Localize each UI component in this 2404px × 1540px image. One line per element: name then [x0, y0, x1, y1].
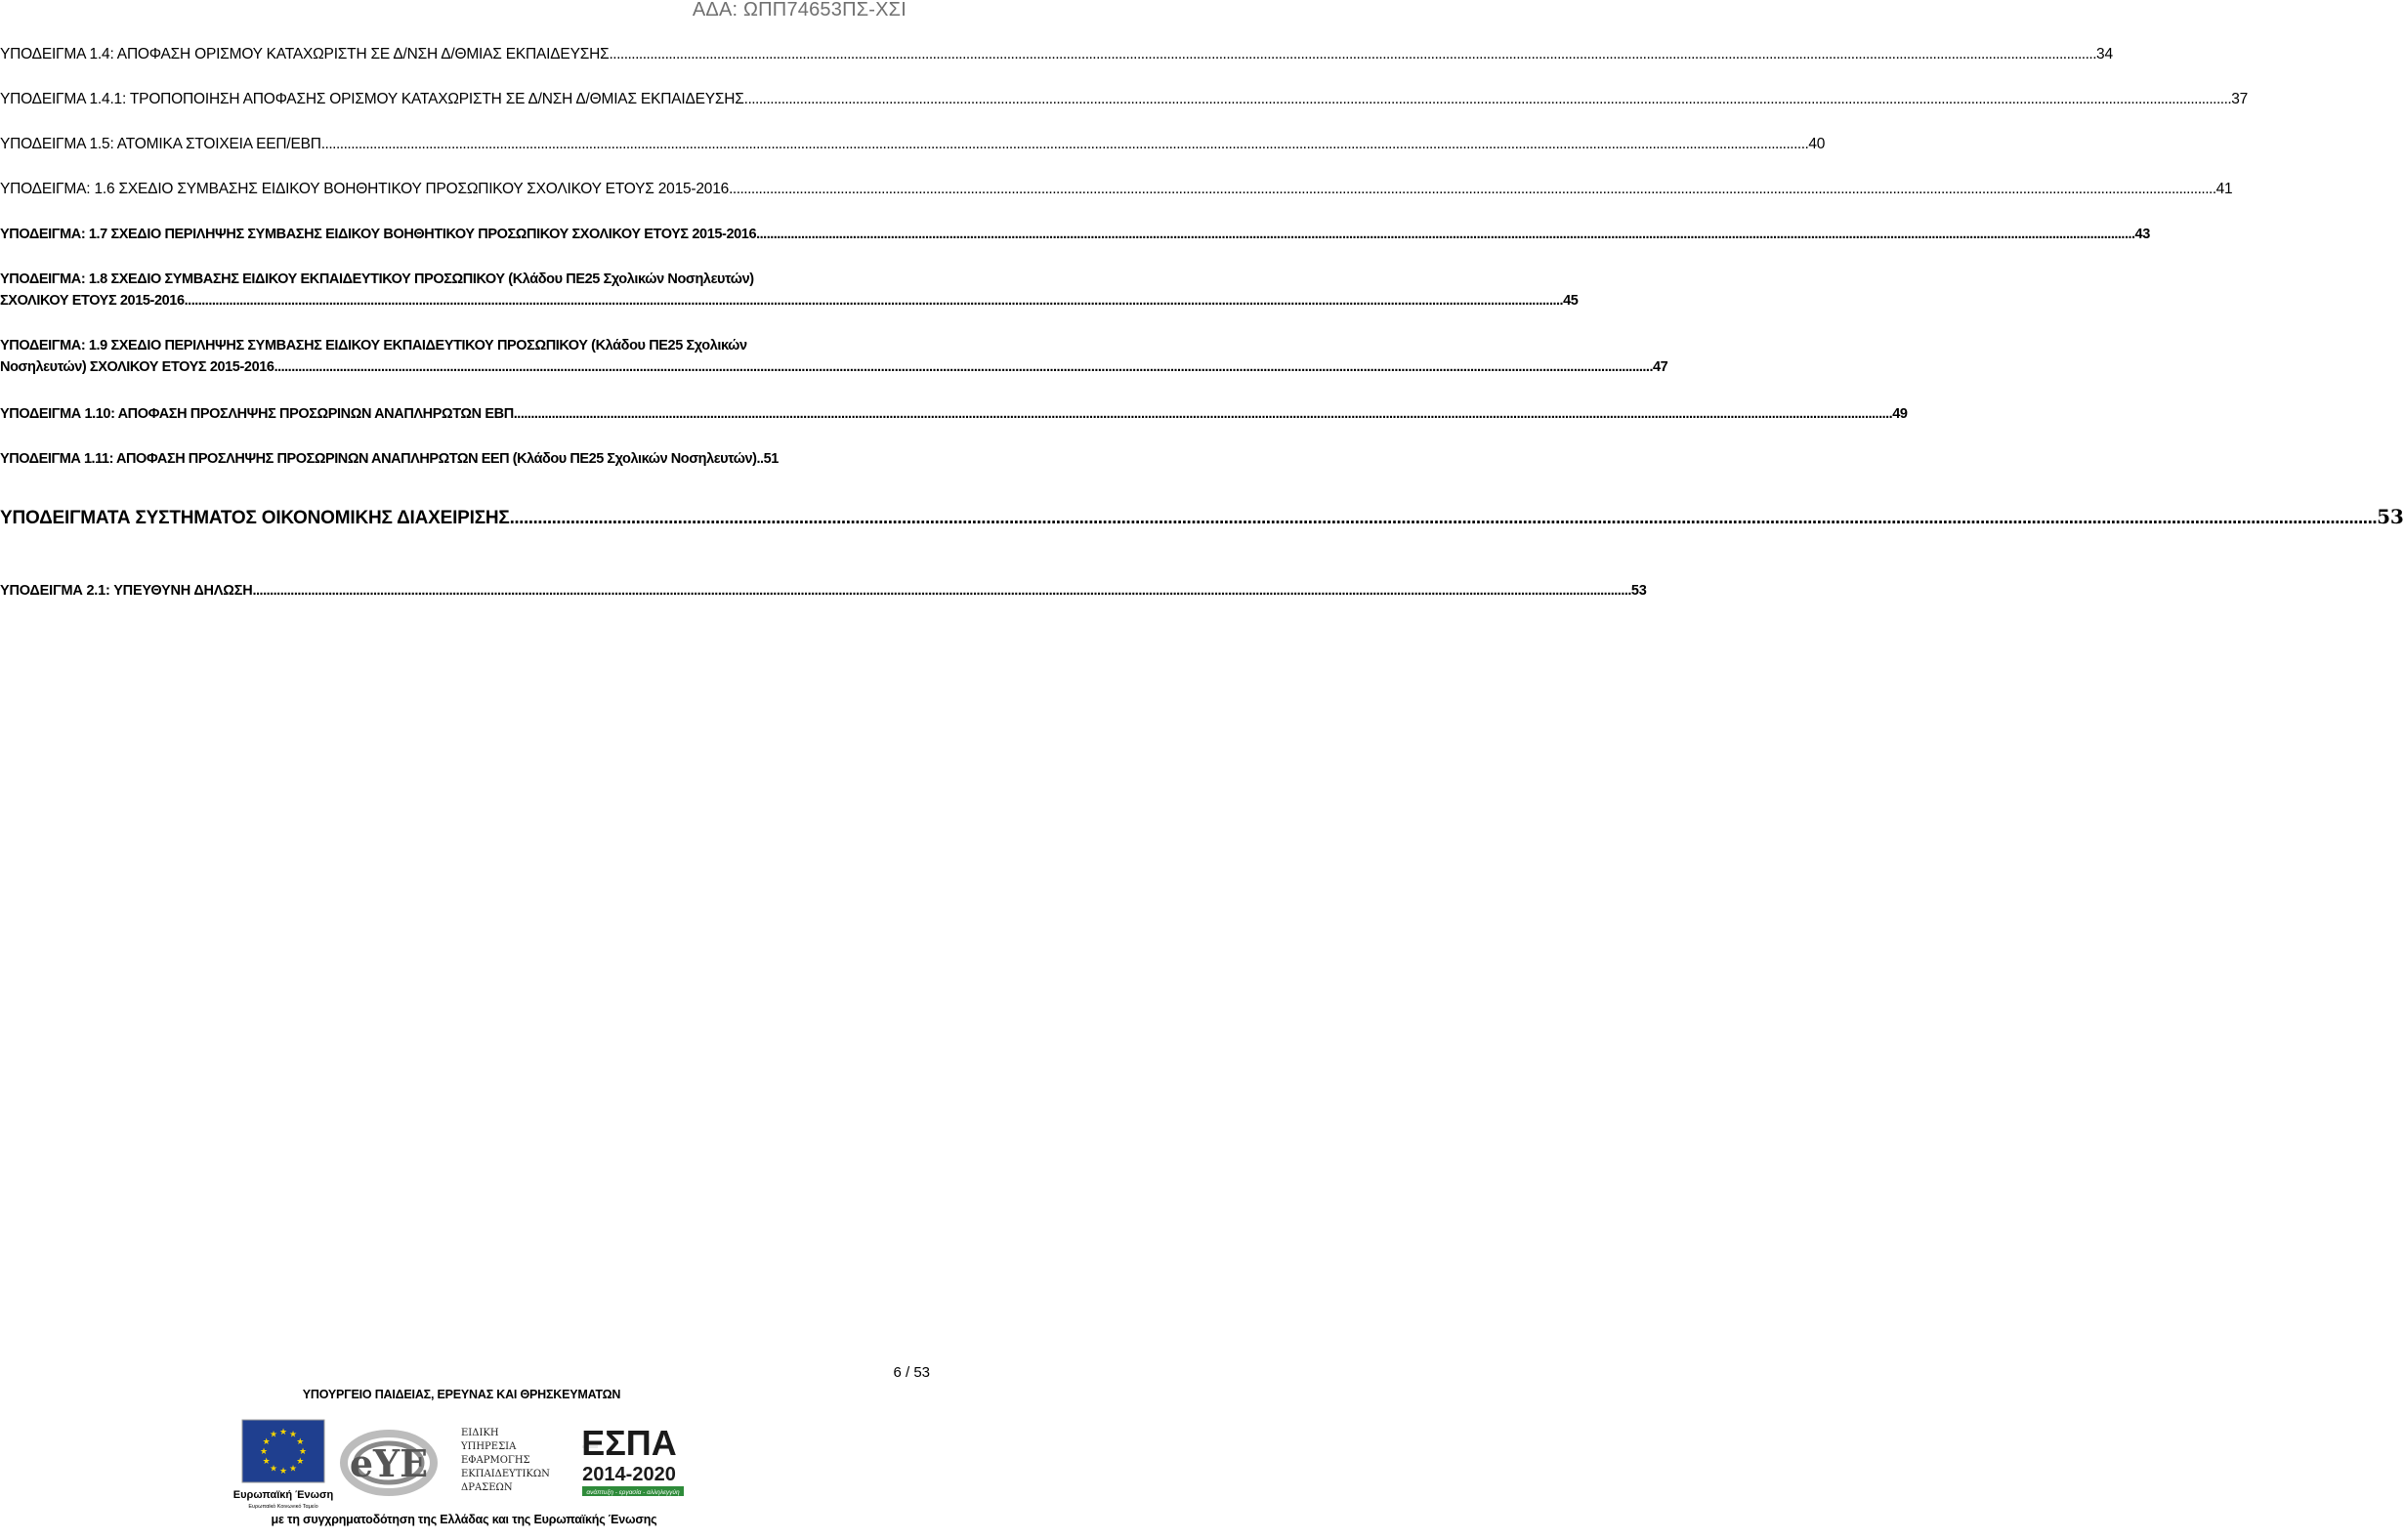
eu-star-icon: ★ — [269, 1429, 278, 1439]
toc-entry-1-4[interactable] — [0, 44, 2113, 65]
eu-star-icon: ★ — [296, 1456, 305, 1466]
espa-title: ΕΣΠΑ — [581, 1423, 677, 1463]
footer-logos — [234, 1416, 703, 1514]
eu-star-icon: ★ — [296, 1436, 305, 1446]
toc-dot-leader: ................................................................................................................................................................................................................................................................................................................................................................................................................ — [756, 227, 2135, 242]
toc-entry-1-4-1[interactable] — [0, 89, 2249, 110]
toc-entry-title: ΥΠΟΔΕΙΓΜΑ 1.4: ΑΠΟΦΑΣΗ ΟΡΙΣΜΟΥ ΚΑΤΑΧΩΡΙΣΤΗ ΣΕ Δ/ΝΣΗ Δ/ΘΜΙΑΣ ΕΚΠΑΙΔΕΥΣΗΣ — [0, 46, 610, 62]
espa-logo — [581, 1423, 684, 1496]
eu-star-icon: ★ — [262, 1456, 271, 1466]
toc-page-number: 43 — [2134, 227, 2150, 242]
toc-page-number: 40 — [1808, 136, 1826, 152]
eu-star-icon: ★ — [269, 1463, 278, 1474]
toc-entry-title: ΥΠΟΔΕΙΓΜΑ 2.1: ΥΠΕΥΘΥΝΗ ΔΗΛΩΣΗ — [0, 583, 253, 599]
eu-star-icon: ★ — [288, 1463, 298, 1474]
eu-star-icon: ★ — [278, 1427, 288, 1436]
eu-sublabel: Ευρωπαϊκό Κοινωνικό Ταμείο — [248, 1504, 318, 1510]
eu-star-icon: ★ — [259, 1446, 269, 1456]
toc-dot-leader: ................................................................................................................................................................................................................................................................................................................................................................................................................ — [274, 359, 1653, 375]
toc-entry-financial-section[interactable] — [0, 505, 2404, 529]
toc-page-number: 49 — [1892, 406, 1908, 422]
eye-line-3: ΕΦΑΡΜΟΓΗΣ — [461, 1455, 530, 1466]
toc-entry-2-1[interactable] — [0, 580, 1647, 602]
toc-dot-leader: ................................................................................................................................................................................................................................................................................................................................................................................................................ — [513, 406, 1893, 422]
toc-entry-title: ΥΠΟΔΕΙΓΜΑ: 1.6 ΣΧΕΔΙΟ ΣΥΜΒΑΣΗΣ ΕΙΔΙΚΟΥ ΒΟΗΘΗΤΙΚΟΥ ΠΡΟΣΩΠΙΚΟΥ ΣΧΟΛΙΚΟΥ ΕΤΟΥΣ 2015-2016 — [0, 181, 730, 197]
toc-dot-leader: ................................................................................................................................................................................................................................................................................................................................................................................................................ — [320, 136, 1809, 152]
toc-entry-1-8[interactable] — [0, 269, 1579, 312]
eye-text-block — [460, 1428, 550, 1493]
eu-flag-logo — [233, 1420, 334, 1510]
cofinancing-note: με τη συγχρηματοδότηση της Ελλάδας και της Ευρωπαϊκής Ένωσης — [271, 1513, 657, 1526]
toc-entry-title: ΥΠΟΔΕΙΓΜΑ: 1.7 ΣΧΕΔΙΟ ΠΕΡΙΛΗΨΗΣ ΣΥΜΒΑΣΗΣ ΕΙΔΙΚΟΥ ΒΟΗΘΗΤΙΚΟΥ ΠΡΟΣΩΠΙΚΟΥ ΣΧΟΛΙΚΟΥ ΕΤΟΥΣ 2015-2016 — [0, 227, 757, 242]
eu-star-icon: ★ — [262, 1436, 271, 1446]
toc-entry-1-11[interactable] — [0, 448, 930, 470]
page-number: 6 / 53 — [893, 1364, 930, 1381]
toc-entry-title: ΥΠΟΔΕΙΓΜΑ 1.11: ΑΠΟΦΑΣΗ ΠΡΟΣΛΗΨΗΣ ΠΡΟΣΩΡΙΝΩΝ ΑΝΑΠΛΗΡΩΤΩΝ ΕΕΠ (Κλάδου ΠΕ25 Σχολικών Νοσηλευτών) — [0, 451, 757, 467]
toc-entry-title: ΥΠΟΔΕΙΓΜΑ 1.5: ΑΤΟΜΙΚΑ ΣΤΟΙΧΕΙΑ ΕΕΠ/ΕΒΠ — [0, 136, 321, 152]
toc-entry-1-6[interactable] — [0, 179, 2233, 200]
toc-page-number: 51 — [763, 451, 779, 467]
espa-slogan: ανάπτυξη - εργασία - αλληλεγγύη — [586, 1489, 680, 1496]
eye-logo — [344, 1434, 434, 1492]
toc-dot-leader: .. — [756, 451, 764, 467]
eye-line-5: ΔΡΑΣΕΩΝ — [461, 1482, 513, 1493]
toc-page-number: 53 — [1630, 583, 1647, 599]
toc-dot-leader: ................................................................................................................................................................................................................................................................................................................................................................................................................ — [743, 91, 2232, 107]
toc-entry-title-line-2: ΣΧΟΛΙΚΟΥ ΕΤΟΥΣ 2015-2016 — [0, 293, 185, 309]
toc-page-number: 37 — [2231, 91, 2249, 107]
eye-line-2: ΥΠΗΡΕΣΙΑ — [461, 1441, 517, 1452]
toc-entry-1-5[interactable] — [0, 134, 1826, 155]
toc-entry-title: ΥΠΟΔΕΙΓΜΑ 1.10: ΑΠΟΦΑΣΗ ΠΡΟΣΛΗΨΗΣ ΠΡΟΣΩΡΙΝΩΝ ΑΝΑΠΛΗΡΩΤΩΝ ΕΒΠ — [0, 406, 514, 422]
toc-dot-leader: ................................................................................................................................................................................................................................................................................................................................................................................................................ — [729, 181, 2216, 197]
toc-entry-1-9[interactable] — [0, 335, 1668, 378]
toc-page-number: 34 — [2096, 46, 2113, 62]
toc-page-number: 41 — [2215, 181, 2233, 197]
toc-page-number: 45 — [1563, 293, 1579, 309]
toc-entry-1-7[interactable] — [0, 224, 2150, 245]
toc-entry-title-line-2: Νοσηλευτών) ΣΧΟΛΙΚΟΥ ΕΤΟΥΣ 2015-2016 — [0, 359, 274, 375]
eu-label: Ευρωπαϊκή Ένωση — [232, 1489, 334, 1501]
toc-entry-1-10[interactable] — [0, 403, 1908, 425]
toc-entry-title-line-1: ΥΠΟΔΕΙΓΜΑ: 1.9 ΣΧΕΔΙΟ ΠΕΡΙΛΗΨΗΣ ΣΥΜΒΑΣΗΣ ΕΙΔΙΚΟΥ ΕΚΠΑΙΔΕΥΤΙΚΟΥ ΠΡΟΣΩΠΙΚΟΥ (Κλάδου ΠΕ25 Σχολικών — [0, 338, 747, 354]
eu-star-icon: ★ — [298, 1446, 308, 1456]
espa-years: 2014-2020 — [582, 1464, 676, 1485]
eu-star-icon: ★ — [288, 1429, 298, 1439]
toc-dot-leader: ................................................................................................................................................................................................................................................................................................................................................................................................................ — [184, 293, 1564, 309]
toc-entry-title-line-1: ΥΠΟΔΕΙΓΜΑ: 1.8 ΣΧΕΔΙΟ ΣΥΜΒΑΣΗΣ ΕΙΔΙΚΟΥ ΕΚΠΑΙΔΕΥΤΙΚΟΥ ΠΡΟΣΩΠΙΚΟΥ (Κλάδου ΠΕ25 Σχολικών Νοσηλευτών) — [0, 271, 754, 287]
toc-entry-title: ΥΠΟΔΕΙΓΜΑΤΑ ΣΥΣΤΗΜΑΤΟΣ ΟΙΚΟΝΟΜΙΚΗΣ ΔΙΑΧΕΙΡΙΣΗΣ — [0, 508, 510, 528]
toc-dot-leader: ................................................................................................................................................................................................................................................................................................................................................................................................................ — [252, 583, 1631, 599]
toc-page-number: 53 — [2377, 505, 2404, 528]
toc-page-number: 47 — [1653, 359, 1668, 375]
toc-dot-leader: ................................................................................................................................................................................................................................................................................................................................................................................................................ — [609, 46, 2097, 62]
eye-logo-text: eYE — [349, 1441, 429, 1485]
toc-entry-title: ΥΠΟΔΕΙΓΜΑ 1.4.1: ΤΡΟΠΟΠΟΙΗΣΗ ΑΠΟΦΑΣΗΣ ΟΡΙΣΜΟΥ ΚΑΤΑΧΩΡΙΣΤΗ ΣΕ Δ/ΝΣΗ Δ/ΘΜΙΑΣ ΕΚΠΑΙΔΕΥΣΗΣ — [0, 91, 744, 107]
toc-dot-leader: ................................................................................................................................................................................................................................................................................................................................................................................................................ — [509, 508, 2378, 528]
ministry-name: ΥΠΟΥΡΓΕΙΟ ΠΑΙΔΕΙΑΣ, ΕΡΕΥΝΑΣ ΚΑΙ ΘΡΗΣΚΕΥΜΑΤΩΝ — [302, 1388, 621, 1401]
eye-line-1: ΕΙΔΙΚΗ — [461, 1428, 499, 1438]
eye-line-4: ΕΚΠΑΙΔΕΥΤΙΚΩΝ — [461, 1469, 550, 1479]
eu-star-icon: ★ — [278, 1466, 288, 1476]
ada-code: ΑΔΑ: ΩΠΠ74653ΠΣ-ΧΣΙ — [692, 0, 907, 21]
